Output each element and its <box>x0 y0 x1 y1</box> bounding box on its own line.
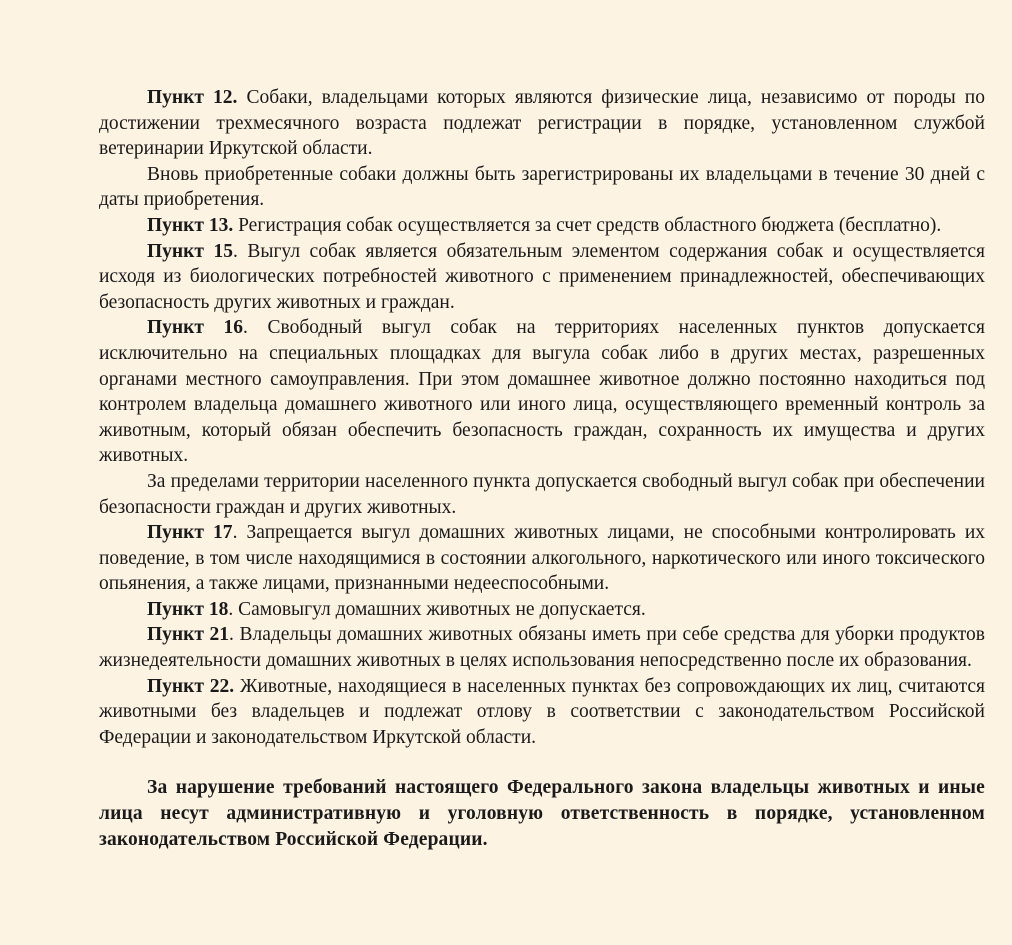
paragraph-punkt-12-continued <box>99 162 985 213</box>
paragraph-text: За пределами территории населенного пункта допускается свободный выгул собак при обеспечении безопасности граждан и других животных. <box>99 470 985 518</box>
document-body <box>99 85 985 852</box>
paragraph-label: Пункт 13. <box>147 214 234 236</box>
paragraph-label: Пункт 17 <box>147 522 233 544</box>
paragraph-punkt-22 <box>99 674 985 751</box>
paragraph-punkt-12 <box>99 85 985 162</box>
paragraph-text: . Выгул собак является обязательным элементом содержания собак и осуществляется исходя из биологических потребностей животного с применением принадлежностей, обеспечивающих безопасность других животных и граждан. <box>99 240 986 313</box>
paragraph-text: . Запрещается выгул домашних животных лицами, не способными контролировать их поведение, в том числе находящимися в состоянии алкогольного, наркотического или иного токсического опьянения, а также лицами, признанными недееспособными. <box>99 522 985 595</box>
paragraph-punkt-15 <box>99 239 985 316</box>
paragraph-text: . Самовыгул домашних животных не допускается. <box>228 598 646 620</box>
paragraph-text: . Свободный выгул собак на территориях населенных пунктов допускается исключительно на специальных площадках для выгула собак либо в других местах, разрешенных органами местного самоуправления. При этом домашнее животное должно постоянно находиться под контролем владельца домашнего животного или иного лица, осуществляющего временный контроль за животным, который обязан обеспечить безопасность граждан, сохранность их имущества и других животных. <box>99 317 985 467</box>
paragraph-text: . Владельцы домашних животных обязаны иметь при себе средства для уборки продуктов жизнедеятельности домашних животных в целях использования непосредственно после их образования. <box>99 624 985 672</box>
paragraph-punkt-13 <box>99 213 985 239</box>
paragraph-label: Пункт 12. <box>147 87 238 108</box>
paragraph-label: Пункт 16 <box>147 317 244 339</box>
paragraph-punkt-17 <box>99 520 985 597</box>
conclusion-paragraph: За нарушение требований настоящего Федерального закона владельцы животных и иные лица несут административную и уголовную ответственность в порядке, установленном законодательством Российской Федерации. <box>99 777 985 850</box>
paragraph-label: Пункт 21 <box>147 624 230 646</box>
paragraph-text: Животные, находящиеся в населенных пунктах без сопровождающих их лиц, считаются животными без владельцев и подлежат отлову в соответствии с законодательством Российской Федерации и законодательством Иркутской области. <box>99 675 986 748</box>
paragraph-punkt-21 <box>99 622 985 673</box>
paragraph-label: Пункт 15 <box>147 240 233 262</box>
paragraph-text: Регистрация собак осуществляется за счет средств областного бюджета (бесплатно). <box>233 214 942 236</box>
paragraph-label: Пункт 18 <box>147 598 229 620</box>
paragraph-label: Пункт 22. <box>147 675 235 697</box>
paragraph-text: Собаки, владельцами которых являются физические лица, независимо от породы по достижении трехмесячного возраста подлежат регистрации в порядке, установленном службой ветеринарии Иркутской области. <box>99 87 985 160</box>
paragraph-punkt-18 <box>99 597 985 623</box>
paragraph-punkt-16 <box>99 315 985 469</box>
paragraph-text: Вновь приобретенные собаки должны быть зарегистрированы их владельцами в течение 30 дней с даты приобретения. <box>99 163 985 211</box>
paragraph-punkt-16-continued <box>99 469 985 520</box>
